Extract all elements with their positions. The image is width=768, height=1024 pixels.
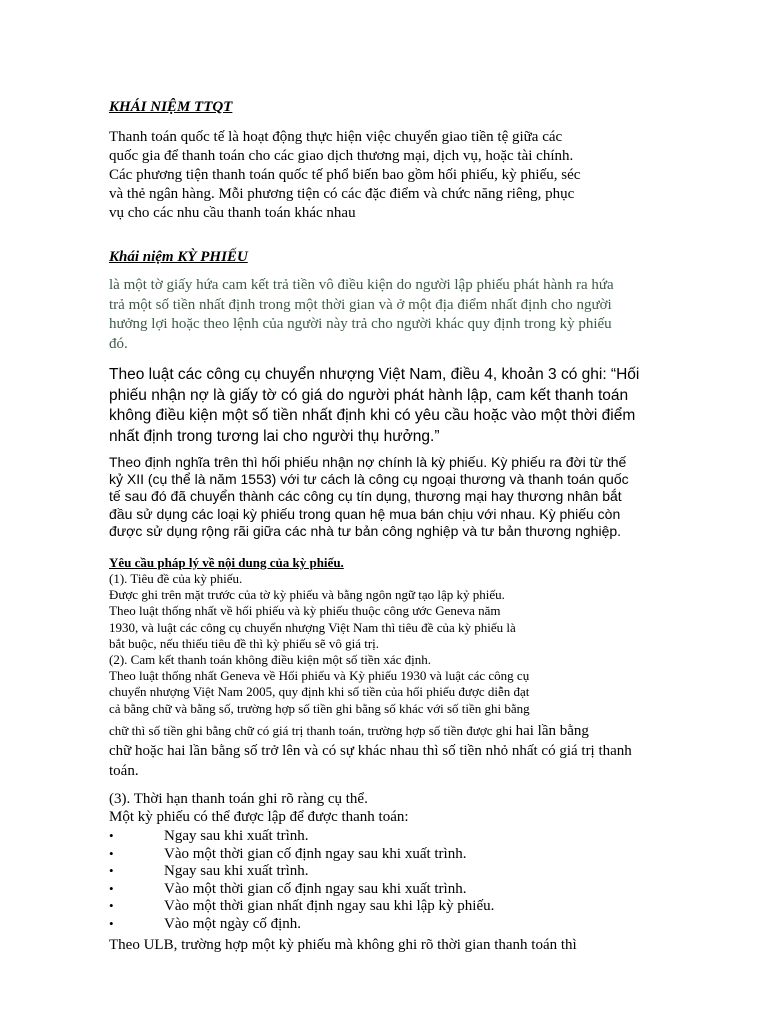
kyphieu-title: Khái niệm KỲ PHIẾU xyxy=(109,249,248,265)
list-item-text: Vào một thời gian cố định ngay sau khi xuất trình. xyxy=(164,880,467,897)
law-quote-paragraph: Theo luật các công cụ chuyển nhượng Việt Nam, điều 4, khoản 3 có ghi: “Hối phiếu nhận nợ là giấy tờ có giá do người phát hành lập, cam kết thanh toán không điều kiện một số tiền nhất định khi có yêu cầu hoặc vào một thời điểm nhất định trong tương lai cho người thụ hưởng.” xyxy=(109,366,640,445)
main-title: KHÁI NIỆM TTQT xyxy=(109,99,233,115)
closing-line: Theo ULB, trường hợp một kỳ phiếu mà không ghi rõ thời gian thanh toán thì xyxy=(109,937,577,953)
mixed-line-large-part: hai lần bằng xyxy=(515,723,589,739)
list-item xyxy=(109,827,494,845)
list-item-text: Vào một ngày cố định. xyxy=(164,915,302,932)
legal-requirements-title: Yêu cầu pháp lý về nội dung của kỳ phiếu. xyxy=(109,555,344,570)
legal-requirements-tail: chữ hoặc hai lần bằng số trở lên và có sự khác nhau thì số tiền nhỏ nhất có giá trị thanh toán. xyxy=(109,743,632,779)
list-item xyxy=(109,897,494,915)
list-item-text: Ngay sau khi xuất trình. xyxy=(164,828,309,844)
list-item-text: Ngay sau khi xuất trình. xyxy=(164,863,309,880)
history-paragraph: Theo định nghĩa trên thì hối phiếu nhận nợ chính là kỳ phiếu. Kỳ phiếu ra đời từ thế kỷ XII (cụ thể là năm 1553) với tư cách là công cụ ngoại thương và thanh toán quốc tế sau đó đã chuyển thành các công cụ tín dụng, thương mại hay thương nhân bắt đầu sử dụng các loại kỳ phiếu trong quan hệ mua bán chịu với nhau. Kỳ phiếu còn được sử dụng rộng rãi giữa các nhà tư bản công nghiệp và tư bản thương nghiệp. xyxy=(109,454,629,539)
bullet-icon: • xyxy=(109,898,114,914)
list-item-text: Vào một thời gian nhất định ngay sau khi lập kỳ phiếu. xyxy=(164,898,495,915)
list-item-text: Vào một thời gian cố định ngay sau khi xuất trình. xyxy=(164,845,467,862)
list-item xyxy=(109,880,494,898)
definition-paragraph: là một tờ giấy hứa cam kết trả tiền vô điều kiện do người lập phiếu phát hành ra hứa trả một số tiền nhất định trong một thời gian và ở một địa điểm nhất định cho người hưởng lợi hoặc theo lệnh của người này trả cho người khác quy định trong kỳ phiếu đó. xyxy=(109,277,614,352)
list-item xyxy=(109,915,494,933)
mixed-size-line xyxy=(109,722,589,742)
bullet-icon: • xyxy=(109,828,114,843)
bullet-icon: • xyxy=(109,863,114,879)
bullet-icon: • xyxy=(109,845,114,861)
payment-terms-list xyxy=(109,827,494,933)
list-item xyxy=(109,862,494,880)
list-item xyxy=(109,845,494,863)
intro-paragraph: Thanh toán quốc tế là hoạt động thực hiện việc chuyển giao tiền tệ giữa các quốc gia để thanh toán cho các giao dịch thương mại, dịch vụ, hoặc tài chính. Các phương tiện thanh toán quốc tế phổ biến bao gồm hối phiếu, kỳ phiếu, séc và thẻ ngân hàng. Mỗi phương tiện có các đặc điểm và chức năng riêng, phục vụ cho các nhu cầu thanh toán khác nhau xyxy=(109,129,581,221)
legal-requirements-body: (1). Tiêu đề của kỳ phiếu. Được ghi trên mặt trước của tờ kỳ phiếu và bằng ngôn ngữ tạo lập kỷ phiếu. Theo luật thống nhất về hối phiếu và kỳ phiếu thuộc công ước Geneva năm 1930, và luật các công cụ chuyển nhượng Việt Nam thì tiêu đề của kỳ phiếu là bắt buộc, nếu thiếu tiêu đề thì kỳ phiếu sẽ vô giá trị. (2). Cam kết thanh toán không điều kiện một số tiền xác định. Theo luật thống nhất Geneva về Hối phiếu và Kỳ phiếu 1930 và luật các công cụ chuyển nhượng Việt Nam 2005, quy định khi số tiền của hối phiếu được diễn đạt cả bằng chữ và bằng số, trường hợp số tiền ghi bằng số khác với số tiền ghi bằng xyxy=(109,571,530,716)
bullet-icon: • xyxy=(109,880,114,896)
mixed-line-small-part: chữ thì số tiền ghi bằng chữ có giá trị thanh toán, trường hợp số tiền được ghi xyxy=(109,723,516,738)
term-heading: (3). Thời hạn thanh toán ghi rõ ràng cụ thể. Một kỳ phiếu có thể được lập để được thanh toán: xyxy=(109,791,409,825)
bullet-icon: • xyxy=(109,915,114,931)
